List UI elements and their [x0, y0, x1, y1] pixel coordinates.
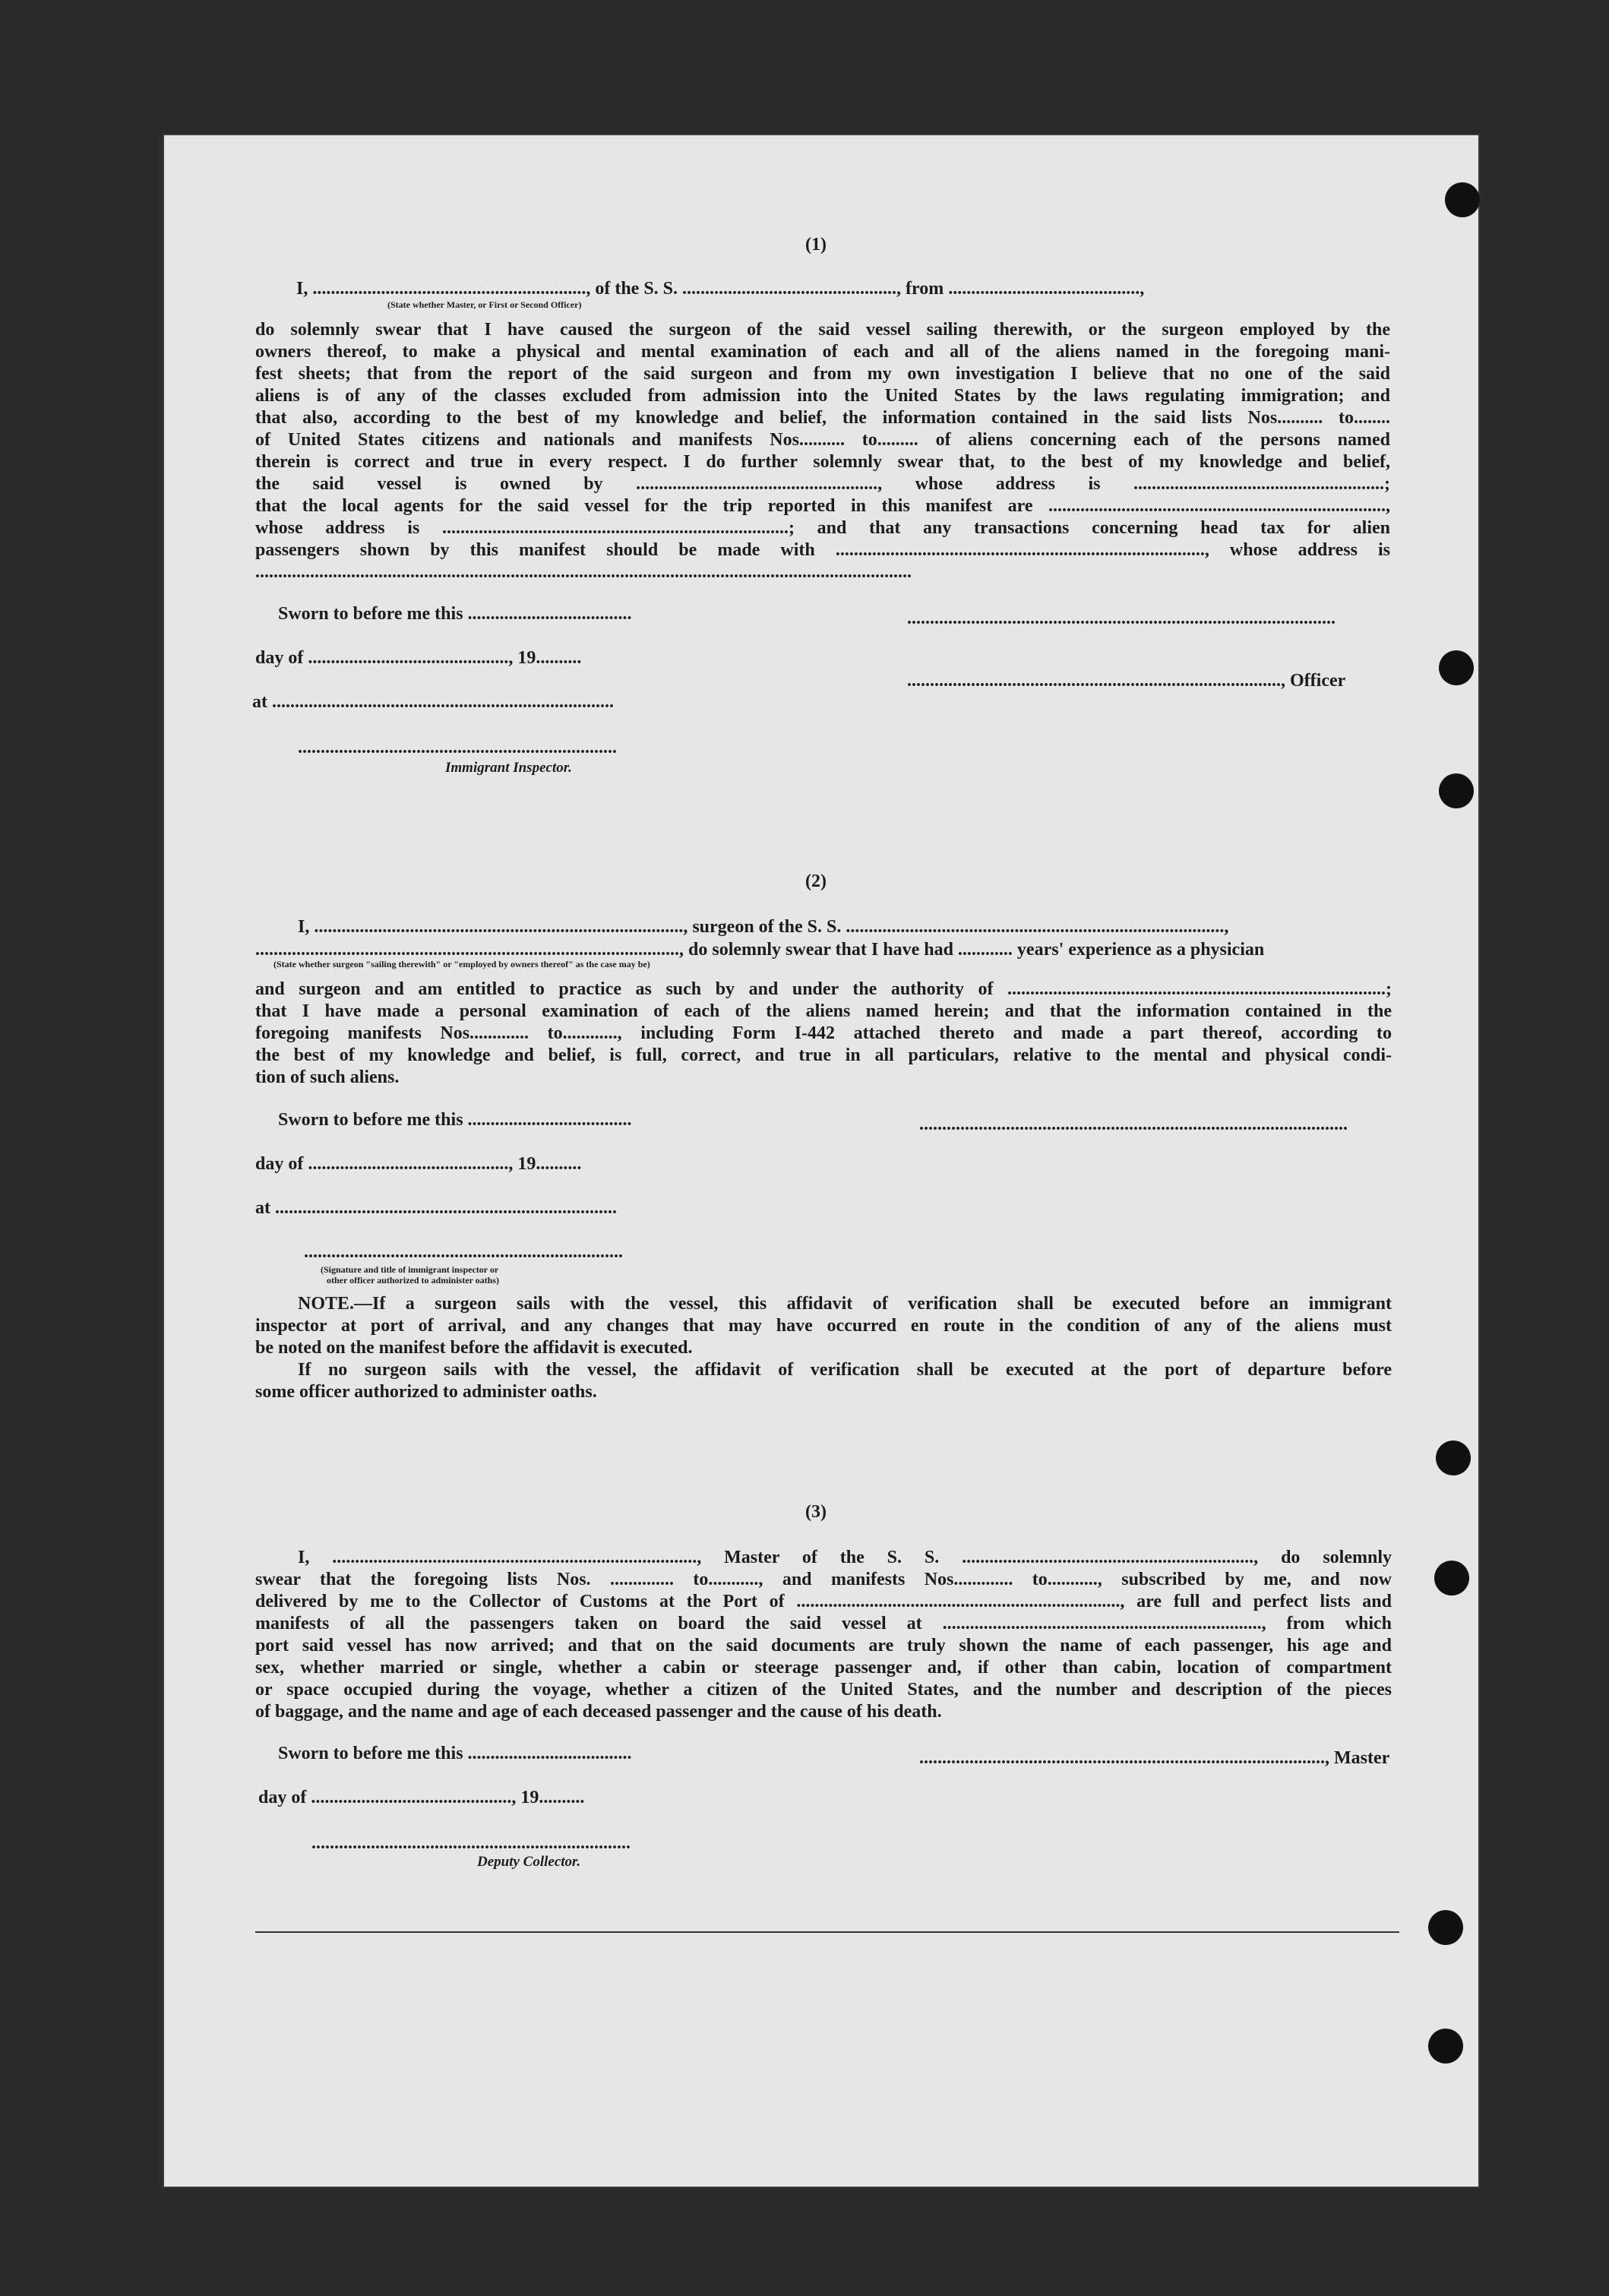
section1-sworn: Sworn to before me this .................................... [278, 604, 632, 624]
section1-oath-line: I, ............................................................, of the S. S. ..............................................., from .........................................., [296, 279, 1145, 299]
binder-hole [1439, 650, 1474, 685]
section2-body-line: tion of such aliens. [255, 1067, 400, 1087]
section1-body-line: of United States citizens and nationals and manifests Nos.......... to......... of aliens concerning each of the persons named [255, 430, 1390, 450]
section1-body-line: the said vessel is owned by ....................................................., whose address is .......................................................; [255, 474, 1390, 494]
section2-note [255, 1293, 1392, 1403]
section3-day: day of ............................................, 19.......... [258, 1788, 585, 1807]
section1-officer-line: .................................................................................., Officer [907, 671, 1346, 691]
section3-collector-line: ...................................................................... [311, 1833, 631, 1853]
section1-number: (1) [805, 235, 827, 255]
section1-at: at ........................................................................... [252, 692, 614, 712]
note-line: be noted on the manifest before the affidavit is executed. [255, 1338, 693, 1358]
section1-caption: (State whether Master, or First or Second Officer) [387, 299, 582, 310]
section3-body-line: delivered by me to the Collector of Customs at the Port of ......................................................................., are full and perfect lists and [255, 1592, 1392, 1611]
section1-day: day of ............................................, 19.......... [255, 648, 582, 668]
note-line: NOTE.—If a surgeon sails with the vessel, this affidavit of verification shall be executed before an immigrant [298, 1294, 1392, 1314]
section1-body-line: aliens is of any of the classes excluded from admission into the United States by the laws regulating immigration; and [255, 386, 1390, 406]
section2-signature-line: ...................................................................... [304, 1242, 623, 1262]
binder-hole [1428, 1910, 1463, 1945]
section1-body-line: fest sheets; that from the report of the said surgeon and from my own investigation I believe that no one of the said [255, 364, 1390, 384]
section1-body-line: do solemnly swear that I have caused the surgeon of the said vessel sailing therewith, or the surgeon employed by the [255, 320, 1390, 340]
section2-oath-line: I, ................................................................................., surgeon of the S. S. ..................................................................................., [298, 917, 1229, 937]
section1-body-line: that also, according to the best of my knowledge and belief, the information contained in the said lists Nos.......... to........ [255, 408, 1390, 428]
section1-body-line: that the local agents for the said vessel for the trip reported in this manifest are .........................................................................., [255, 496, 1390, 516]
section3-number: (3) [805, 1502, 827, 1522]
section2-body-line: that I have made a personal examination of each of the aliens named herein; and that the information contained in the [255, 1001, 1392, 1021]
note-line: some officer authorized to administer oaths. [255, 1382, 597, 1402]
bottom-rule [255, 1931, 1399, 1933]
section1-inspector-line: ...................................................................... [298, 738, 617, 757]
binder-hole [1434, 1561, 1469, 1595]
section2-body-line: the best of my knowledge and belief, is full, correct, and true in all particulars, relative to the mental and physical condi- [255, 1045, 1392, 1065]
section3-body [255, 1547, 1392, 1723]
section3-body-line: manifests of all the passengers taken on board the said vessel at ......................................................................, from which [255, 1614, 1392, 1633]
section1-body-line: owners thereof, to make a physical and mental examination of each and all of the aliens named in the foregoing mani- [255, 342, 1390, 362]
section2-body [255, 979, 1392, 1089]
section1-body [255, 319, 1390, 583]
section2-experience-line: ............................................................................................., do solemnly swear that I have had ............ years' experience as a physician [255, 940, 1265, 960]
section2-sworn: Sworn to before me this .................................... [278, 1110, 632, 1130]
section1-inspector-label: Immigrant Inspector. [445, 760, 572, 776]
binder-hole [1439, 773, 1474, 808]
section2-at: at ........................................................................... [255, 1198, 617, 1218]
note-line: If no surgeon sails with the vessel, the affidavit of verification shall be executed at the port of departure before [298, 1360, 1392, 1380]
section3-body-line: I, ................................................................................, Master of the S. S. ................................................................, do solemnly [298, 1548, 1392, 1567]
section2-signature-caption: (Signature and title of immigrant inspector or [321, 1264, 499, 1275]
note-line: inspector at port of arrival, and any changes that may have occurred en route in the condition of any of the aliens must [255, 1316, 1392, 1336]
section3-body-line: swear that the foregoing lists Nos. .............. to..........., and manifests Nos............. to..........., subscribed by me, and now [255, 1570, 1392, 1589]
binder-hole [1436, 1441, 1471, 1475]
section2-caption: (State whether surgeon "sailing therewith" or "employed by owners thereof" as the case may be) [273, 959, 650, 969]
section2-surgeon-signature-line: .............................................................................................. [919, 1115, 1348, 1134]
section3-sworn: Sworn to before me this .................................... [278, 1744, 632, 1763]
manifest-page [163, 134, 1480, 2188]
section3-body-line: port said vessel has now arrived; and that on the said documents are truly shown the name of each passenger, his age and [255, 1636, 1392, 1656]
section1-body-line: therein is correct and true in every respect. I do further solemnly swear that, to the best of my knowledge and belief, [255, 452, 1390, 472]
section2-body-line: and surgeon and am entitled to practice as such by and under the authority of ...................................................................................; [255, 979, 1392, 999]
section1-body-line: passengers shown by this manifest should be made with ................................................................................., whose address is [255, 540, 1390, 560]
section1-signature-line: .............................................................................................. [907, 609, 1336, 628]
section2-body-line: foregoing manifests Nos............. to............, including Form I-442 attached thereto and made a part thereof, according to [255, 1023, 1392, 1043]
section3-body-line: or space occupied during the voyage, whether a citizen of the United States, and the number and description of the pieces [255, 1680, 1392, 1700]
section2-number: (2) [805, 871, 827, 891]
section2-signature-caption: other officer authorized to administer oaths) [327, 1275, 499, 1286]
section3-master-line: ........................................................................................., Master [919, 1748, 1390, 1768]
binder-hole [1428, 2029, 1463, 2064]
binder-hole [1445, 182, 1480, 217]
section1-body-line: ................................................................................................................................................ [255, 562, 912, 582]
section3-collector-label: Deputy Collector. [477, 1854, 581, 1870]
section2-day: day of ............................................, 19.......... [255, 1154, 582, 1174]
section3-body-line: sex, whether married or single, whether a cabin or steerage passenger and, if other than cabin, location of compartment [255, 1658, 1392, 1678]
section1-body-line: whose address is ............................................................................; and that any transactions concerning head tax for alien [255, 518, 1390, 538]
section3-body-line: of baggage, and the name and age of each deceased passenger and the cause of his death. [255, 1702, 942, 1722]
